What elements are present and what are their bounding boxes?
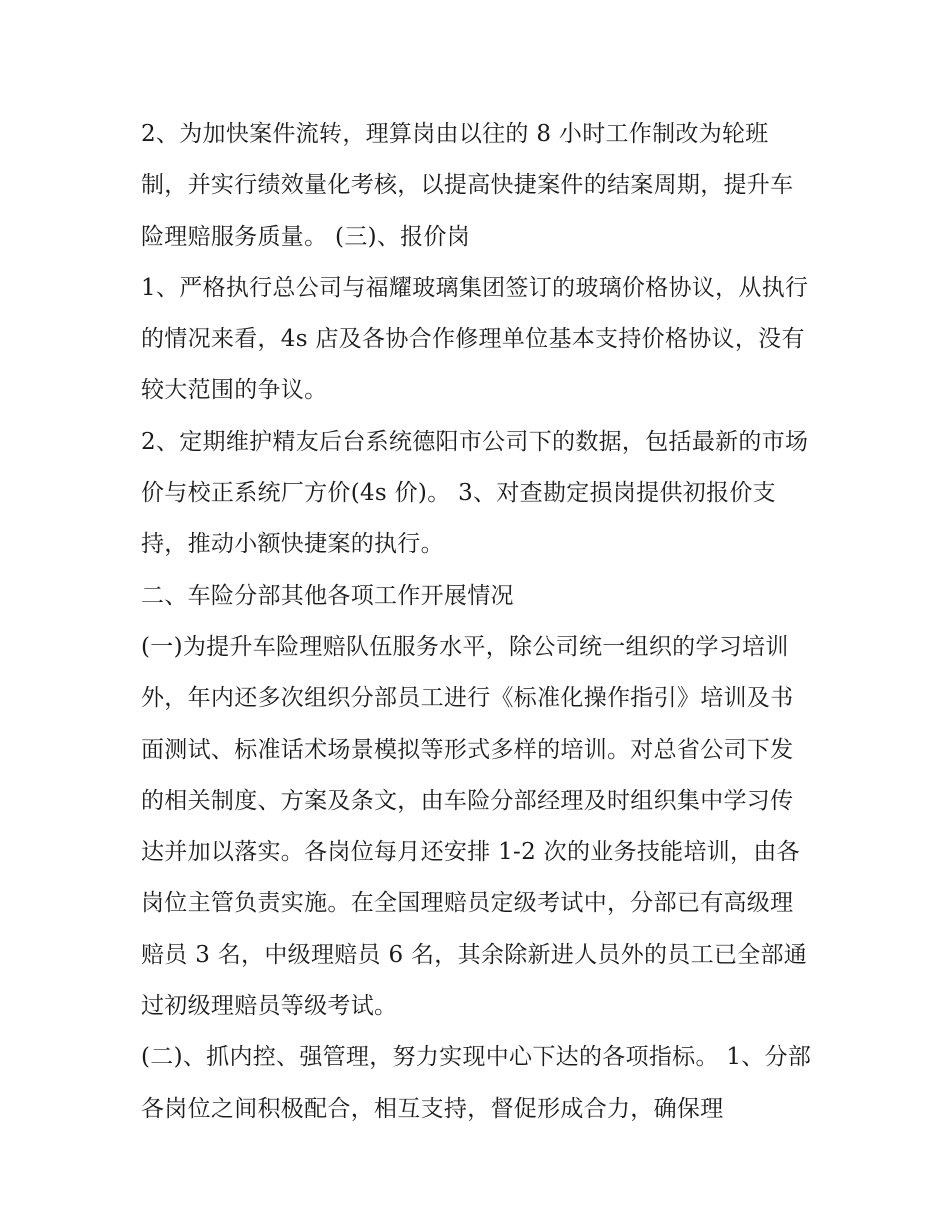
document-page (141, 109, 813, 1135)
paragraph-adjuster-shift: 2、为加快案件流转，理算岗由以往的 8 小时工作制改为轮班制，并实行绩效量化考核，以提高快捷案件的结案周期，提升车险理赔服务质量。 (三)、报价岗 (141, 121, 794, 250)
section-heading-other-work: 二、车险分部其他各项工作开展情况 (141, 582, 514, 609)
paragraph-system-maintenance: 2、定期维护精友后台系统德阳市公司下的数据，包括最新的市场价与校正系统厂方价(4s 价)。 3、对查勘定损岗提供初报价支持，推动小额快捷案的执行。 (141, 428, 809, 558)
paragraph-internal-control: (二)、抓内控、强管理，努力实现中心下达的各项指标。 1、分部各岗位之间积极配合，相互支持，督促形成合力，确保理 (141, 1044, 812, 1122)
paragraph-training: (一)为提升车险理赔队伍服务水平，除公司统一组织的学习培训外，年内还多次组织分部员工进行《标准化操作指引》培训及书面测试、标准话术场景模拟等形式多样的培训。对总省公司下发的相关制度、方案及条文，由车险分部经理及时组织集中学习传达并加以落实。各岗位每月还安排 1-2 次的业务技能培训，由各岗位主管负责实施。在全国理赔员定级考试中，分部已有高级理赔员 3 名，中级理赔员 6 名，其余除新进人员外的员工已全部通过初级理赔员等级考试。 (141, 633, 808, 1020)
paragraph-glass-price-agreement: 1、严格执行总公司与福耀玻璃集团签订的玻璃价格协议，从执行的情况来看，4s 店及各协合作修理单位基本支持价格协议，没有较大范围的争议。 (141, 274, 809, 404)
